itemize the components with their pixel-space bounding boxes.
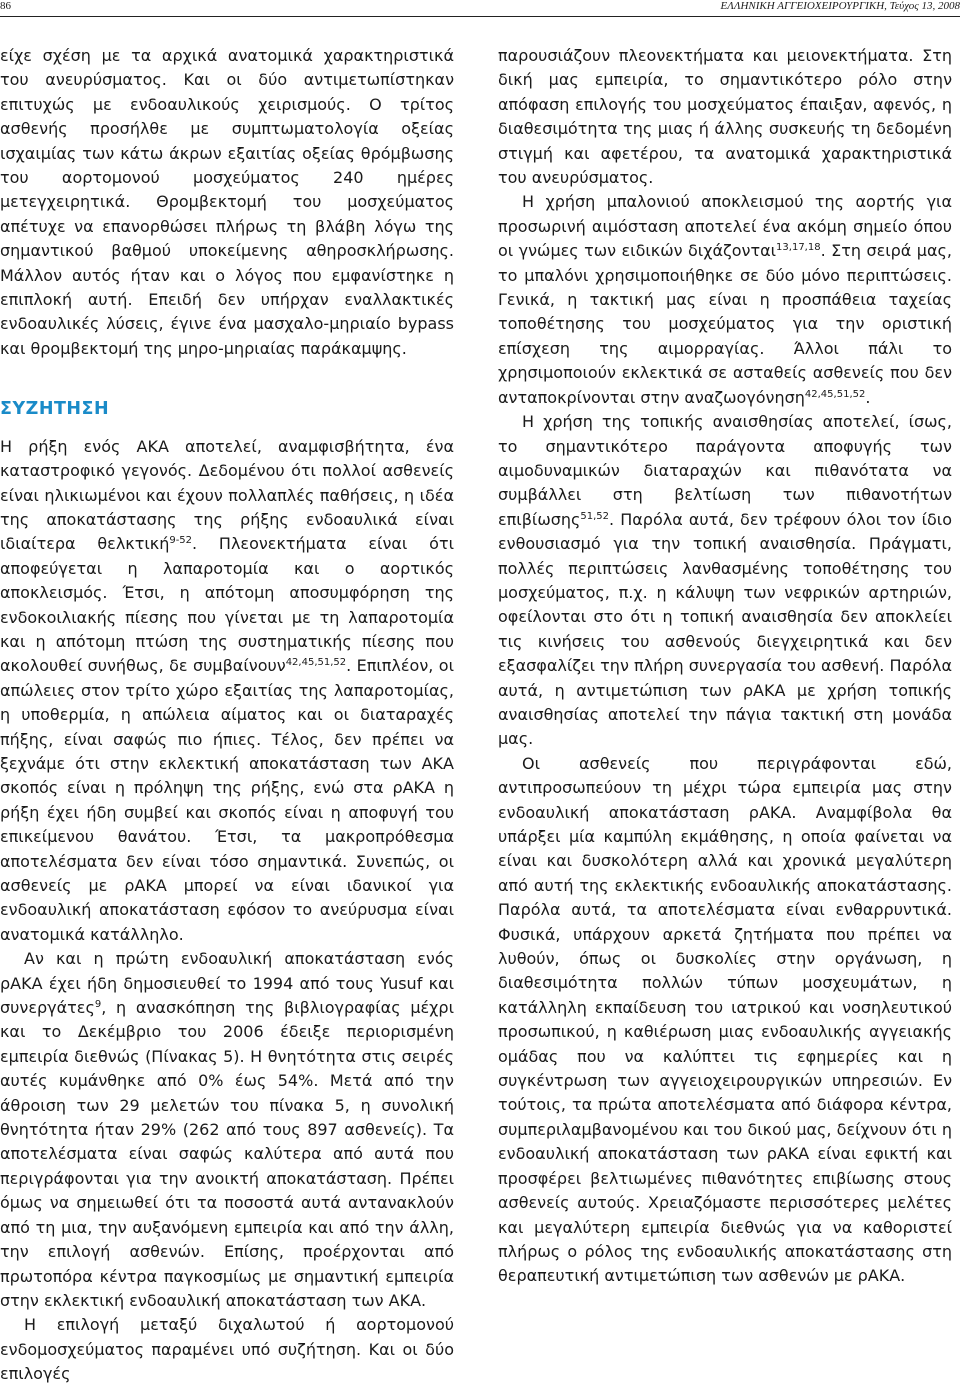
- citation: 9-52: [169, 535, 193, 547]
- left-column: [0, 44, 454, 1387]
- citation: 13,17,18: [776, 242, 821, 254]
- paragraph: Η χρήση μπαλονιού αποκλεισμού της αορτής για προσωρινή αιμόσταση αποτελεί ένα ακόμη σημείο όπου οι γνώμες των ειδικών διχάζονται$^{13,17,18}$. Στη σειρά μας, το μπαλόνι χρησιμοποιήθηκε σε δύο μόνο περιπτώσεις. Γενικά, η τακτική μας είναι η προσπάθεια ταχείας τοποθέτησης του μοσχεύματος για την οριστική επίσχεση της αιμορραγίας. Άλλοι πάλι το χρησιμοποιούν εκλεκτικά σε ασταθείς ασθενείς που δεν ανταποκρίνονται στην αναζωογόνηση$^{42,45,51,52}$.: [498, 192, 952, 407]
- header-rule: [0, 16, 960, 17]
- citation: 42,45,51,52: [285, 657, 347, 669]
- right-column: [498, 44, 952, 1289]
- paragraph: παρουσιάζουν πλεονεκτήματα και μειονεκτήματα. Στη δική μας εμπειρία, το σημαντικότερο ρόλο στην απόφαση επιλογής του μοσχεύματος έπαιξαν, αφενός, η διαθεσιμότητα της μιας ή άλλης συσκευής τη δεδομένη στιγμή και αφετέρου, τα ανατομικά χαρακτηριστικά του ανευρύσματος.: [498, 46, 952, 188]
- section-heading: ΣΥΖΗΤΗΣΗ: [0, 399, 110, 420]
- paragraph: Η χρήση της τοπικής αναισθησίας αποτελεί, ίσως, το σημαντικότερο παράγοντα αποφυγής των αιμοδυναμικών διαταραχών και πιθανότατα να συμβάλλει στη βελτίωση των πιθανοτήτων επιβίωσης$^{51,52}$. Παρόλα αυτά, δεν τρέφουν όλοι τον ίδιο ενθουσιασμό για την τοπική αναισθησία. Πράγματι, πολλές περιπτώσεις λανθασμένης τοποθέτησης του μοσχεύματος, π.χ. η κάλυψη των νεφρικών αρτηριών, οφείλονται στο ότι η τοπική αναισθησία δεν αποκλείει τις κινήσεις του ασθενούς διεγχειρητικά και δεν εξασφαλίζει την πλήρη συνεργασία του ασθενή. Παρόλα αυτά, η αντιμετώπιση των ρΑΚΑ με χρήση τοπικής αναισθησίας αποτελεί την πάγια τακτική στη μονάδα μας.: [498, 412, 952, 749]
- paragraph: Αν και η πρώτη ενδοαυλική αποκατάσταση ενός ρΑΚΑ έχει ήδη δημοσιευθεί το 1994 από τους Yusuf και συνεργάτες$^9$, η ανασκόπηση της βιβλιογραφίας μέχρι και το Δεκέμβριο του 2006 έδειξε περιορισμένη εμπειρία διεθνώς (Πίνακας 5). Η θνητότητα στις σειρές αυτές κυμάνθηκε από 0% έως 54%. Μετά από την άθροιση των 29 μελετών του πίνακα 5, η συνολική θνητότητα ήταν 29% (262 από τους 897 ασθενείς). Τα αποτελέσματα είναι σαφώς καλύτερα από αυτά που περιγράφονται για την ανοικτή αποκατάσταση. Πρέπει όμως να σημειωθεί ότι τα ποσοστά αυτά αντανακλούν από τη μια, την αυξανόμενη εμπειρία και από την άλλη, την επιλογή ασθενών. Επίσης, προέρχονται από πρωτοπόρα κέντρα παγκοσμίως με σημαντική εμπειρία στην εκλεκτική ενδοαυλική αποκατάσταση των ΑΚΑ.: [0, 949, 454, 1310]
- page-number: 86: [0, 0, 11, 12]
- paragraph: είχε σχέση με τα αρχικά ανατομικά χαρακτηριστικά του ανευρύσματος. Και οι δύο αντιμετωπίστηκαν επιτυχώς με ενδοαυλικούς χειρισμούς. Ο τρίτος ασθενής προσήλθε με συμπτωματολογία οξείας ισχαιμίας των κάτω άκρων εξαιτίας οξείας θρόμβωσης του αορτομονού μοσχεύματος 240 ημέρες μετεγχειρητικά. Θρομβεκτομή του μοσχεύματος απέτυχε να επανορθώσει πλήρως τη βλάβη λόγω της σημαντικού βαθμού υποκείμενης αθηροσκλήρωσης. Μάλλον αυτός ήταν και ο λόγος που εμφανίστηκε η επιπλοκή αυτή. Επειδή δεν υπήρχαν εναλλακτικές ενδοαυλικές λύσεις, έγινε ένα μασχαλο-μηριαίο bypass και θρομβεκτομή της μηρο-μηριαίας παράκαμψης.: [0, 46, 454, 358]
- citation: 42,45,51,52: [804, 388, 866, 400]
- running-title: ΕΛΛΗΝΙΚΗ ΑΓΓΕΙΟΧΕΙΡΟΥΡΓΙΚΗ, Τεύχος 13, 2008: [720, 0, 960, 12]
- paragraph: Οι ασθενείς που περιγράφονται εδώ, αντιπροσωπεύουν τη μέχρι τώρα εμπειρία μας στην ενδοαυλική αποκατάσταση ρΑΚΑ. Αναμφίβολα θα υπάρξει μία καμπύλη εκμάθησης, η οποία φαίνεται να είναι και δυσκολότερη αλλά και χρονικά μεγαλύτερη από αυτή της εκλεκτικής ενδοαυλικής αποκατάστασης. Παρόλα αυτά, τα αποτελέσματα είναι ενθαρρυντικά. Φυσικά, υπάρχουν αρκετά ζητήματα που πρέπει να λυθούν, όπως οι δυσκολίες στην οργάνωση, η διαθεσιμότητα πολλών τύπων μοσχευμάτων, η κατάλληλη εκπαίδευση του ιατρικού και νοσηλευτικού προσωπικού, η καθιέρωση μιας ενδοαυλικής αγγειακής ομάδας που να καλύπτει τις εφημερίες και η συγκέντρωση των αγγειοχειρουργικών υπηρεσιών. Εν τούτοις, τα πρώτα αποτελέσματα από διάφορα κέντρα, συμπεριλαμβανομένου και του δικού μας, δείχνουν ότι η ενδοαυλική αποκατάσταση των ρΑΚΑ είναι εφικτή και προσφέρει βελτιωμένες πιθανότητες επιβίωσης στους ασθενείς αυτούς. Χρειαζόμαστε περισσότερες μελέτες και μεγαλύτερη εμπειρία διεθνώς για να καθοριστεί πλήρως ο ρόλος της ενδοαυλικής αποκατάστασης στη θεραπευτική αντιμετώπιση των ασθενών με ρΑΚΑ.: [498, 753, 952, 1286]
- paragraph: Η ρήξη ενός ΑΚΑ αποτελεί, αναμφισβήτητα, ένα καταστροφικό γεγονός. Δεδομένου ότι πολλοί ασθενείς είναι ηλικιωμένοι και έχουν πολλαπλές παθήσεις, η ιδέα της αποκατάστασης της ρήξης ενδοαυλικά είναι ιδιαίτερα θελκτική$^{9-52}$. Πλεονεκτήματα είναι ότι αποφεύγεται η λαπαροτομία και ο αορτικός αποκλεισμός. Έτσι, η απότομη αποσυμφόρηση της ενδοκοιλιακής πίεσης που γίνεται με τη λαπαροτομία και η απότομη πτώση της συστηματικής πίεσης που ακολουθεί συνήθως, δε συμβαίνουν$^{42,45,51,52}$. Επιπλέον, οι απώλειες στον τρίτο χώρο εξαιτίας της λαπαροτομίας, η υποθερμία, η απώλεια αίματος και οι διαταραχές πήξης, είναι σαφώς πιο ήπιες. Τέλος, δεν πρέπει να ξεχνάμε ότι στην εκλεκτική αποκατάσταση των ΑΚΑ σκοπός είναι η πρόληψη της ρήξης, ενώ στα ρΑΚΑ η ρήξη έχει ήδη συμβεί και σκοπός είναι η αποφυγή του επικείμενου θανάτου. Έτσι, τα μακροπρόθεσμα αποτελέσματα δεν είναι τόσο σημαντικά. Συνεπώς, οι ασθενείς με ρΑΚΑ μπορεί να είναι ιδανικοί για ενδοαυλική αποκατάσταση εφόσον το ανεύρυσμα είναι ανατομικά κατάλληλο.: [0, 436, 454, 944]
- page-header: [0, 0, 960, 14]
- citation: 9: [94, 999, 102, 1011]
- paragraph: Η επιλογή μεταξύ διχαλωτού ή αορτομονού ενδομοσχεύματος παραμένει υπό συζήτηση. Και οι δύο επιλογές: [0, 1315, 454, 1384]
- citation: 51,52: [580, 510, 610, 522]
